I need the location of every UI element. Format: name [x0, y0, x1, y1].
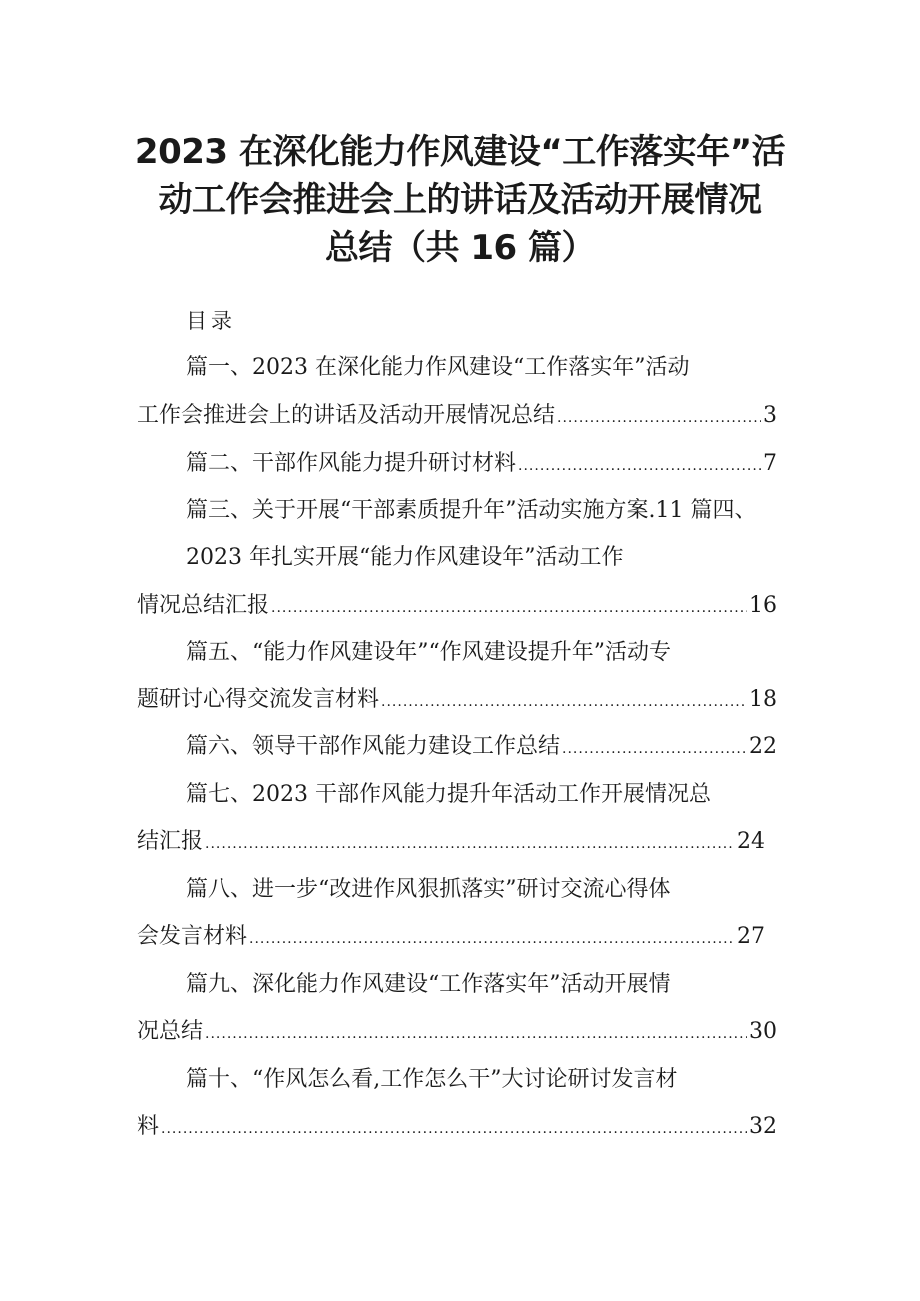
toc-entry-5[interactable]: [137, 684, 777, 718]
toc-leader-dots: [271, 592, 747, 624]
toc-entry-7-page: 24: [737, 829, 765, 854]
toc-entry-9-first[interactable]: 篇九、深化能力作风建设“工作落实年”活动开展情: [186, 972, 671, 997]
document-title: [120, 128, 800, 272]
toc-entry-8[interactable]: [137, 921, 765, 955]
toc-entry-7-text: 结汇报: [137, 829, 204, 854]
toc-entry-10-text: 料: [137, 1114, 160, 1139]
toc-entry-1[interactable]: [137, 400, 777, 434]
toc-entry-1-first[interactable]: 篇一、2023 在深化能力作风建设“工作落实年”活动: [186, 355, 690, 380]
toc-entry-5-first[interactable]: 篇五、“能力作风建设年”“作风建设提升年”活动专: [186, 640, 671, 665]
toc-entry-9-page: 30: [749, 1019, 777, 1044]
toc-entry-2-page: 7: [763, 451, 777, 476]
title-line-3: 总结（共 16 篇）: [325, 228, 595, 268]
toc-entry-8-text: 会发言材料: [137, 924, 248, 949]
toc-leader-dots: [161, 1113, 747, 1145]
title-line-1: 2023 在深化能力作风建设“工作落实年”活: [134, 132, 786, 172]
toc-entry-9[interactable]: [137, 1016, 777, 1050]
toc-entry-10-first[interactable]: 篇十、“作风怎么看,工作怎么干”大讨论研讨发言材: [186, 1067, 678, 1092]
toc-entry-6-page: 22: [749, 734, 777, 759]
toc-leader-dots: [205, 828, 735, 860]
toc-leader-dots: [381, 686, 747, 718]
toc-leader-dots: [562, 733, 747, 765]
toc-entry-10-page: 32: [749, 1114, 777, 1139]
toc-entry-7[interactable]: [137, 826, 765, 860]
toc-entry-1-page: 3: [763, 403, 777, 428]
toc-entry-4-middle[interactable]: 2023 年扎实开展“能力作风建设年”活动工作: [186, 545, 624, 570]
toc-entry-6-text: 篇六、领导干部作风能力建设工作总结: [186, 734, 561, 759]
toc-entry-8-page: 27: [737, 924, 765, 949]
toc-entry-9-text: 况总结: [137, 1019, 204, 1044]
title-line-2: 动工作会推进会上的讲话及活动开展情况: [158, 180, 762, 220]
toc-leader-dots: [557, 402, 761, 434]
toc-entry-2[interactable]: [186, 448, 777, 482]
toc-entry-6[interactable]: [186, 731, 777, 765]
toc-entry-1-text: 工作会推进会上的讲话及活动开展情况总结: [137, 403, 556, 428]
toc-entry-4-page: 16: [749, 593, 777, 618]
toc-entry-4[interactable]: [137, 590, 777, 624]
toc-leader-dots: [205, 1018, 747, 1050]
toc-entry-2-text: 篇二、干部作风能力提升研讨材料: [186, 451, 517, 476]
toc-entry-5-text: 题研讨心得交流发言材料: [137, 687, 380, 712]
toc-entry-5-page: 18: [749, 687, 777, 712]
toc-entry-4-text: 情况总结汇报: [137, 593, 270, 618]
toc-entry-8-first[interactable]: 篇八、进一步“改进作风狠抓落实”研讨交流心得体: [186, 877, 671, 902]
toc-heading: 目录: [186, 309, 236, 333]
toc-entry-10[interactable]: [137, 1111, 777, 1145]
toc-entry-3-first[interactable]: 篇三、关于开展“干部素质提升年”活动实施方案.11 篇四、: [186, 498, 757, 523]
toc-leader-dots: [249, 923, 735, 955]
toc-leader-dots: [518, 450, 761, 482]
toc-entry-7-first[interactable]: 篇七、2023 干部作风能力提升年活动工作开展情况总: [186, 782, 711, 807]
